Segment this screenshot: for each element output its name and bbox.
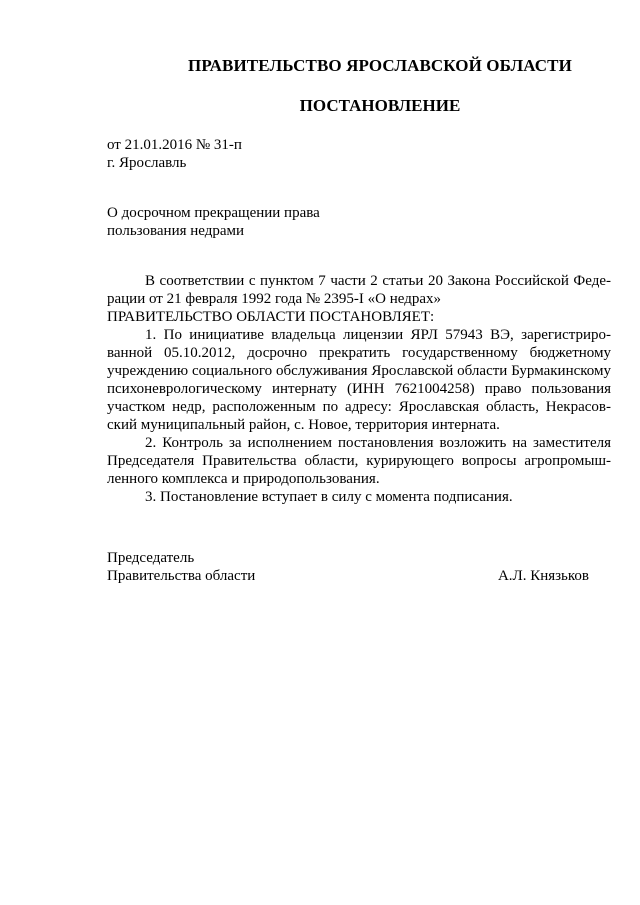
document-meta [107,136,242,172]
subject-line-2: пользования недрами [107,223,245,239]
signatory-title-line-1: Председатель [107,550,195,566]
item-3-paragraph: 3. Постановление вступает в силу с момента подписания. [145,489,513,505]
item-2-paragraph: 2. Контроль за исполнением постановления возложить на заместителя Председателя Правительства области, курирующего вопросы агропромышленного комплекса и природопользования. [107,435,611,487]
organization-title: ПРАВИТЕЛЬСТВО ЯРОСЛАВСКОЙ ОБЛАСТИ [188,56,572,75]
resolves-line: ПРАВИТЕЛЬСТВО ОБЛАСТИ ПОСТАНОВЛЯЕТ: [107,309,435,325]
signature-row [107,567,589,585]
preamble-paragraph: В соответствии с пунктом 7 части 2 статьи 20 Закона Российской Федерации от 21 февраля 1992 года № 2395-I «О недрах» [107,273,611,307]
signatory-name: А.Л. Князьков [497,568,589,584]
signature-block [107,549,589,585]
document-body [107,272,611,506]
city: г. Ярославль [107,155,187,171]
item-1-paragraph: 1. По инициативе владельца лицензии ЯРЛ 57943 ВЭ, зарегистрированной 05.10.2012, досрочно прекратить государственному бюджетному учреждению социального обслуживания Ярославской области Бурмакинскому психоневрологическому интернату (ИНН 7621004258) право пользования участком недр, расположенным по адресу: Ярославская область, Некрасовский муниципальный район, с. Новое, территория интерната. [107,327,611,433]
signatory-title-line-2: Правительства области [107,568,256,584]
document-type: ПОСТАНОВЛЕНИЕ [299,96,461,115]
subject-line-1: О досрочном прекращении права [107,205,320,221]
date-and-number: от 21.01.2016 № 31-п [107,137,242,153]
document-subject [107,204,320,240]
